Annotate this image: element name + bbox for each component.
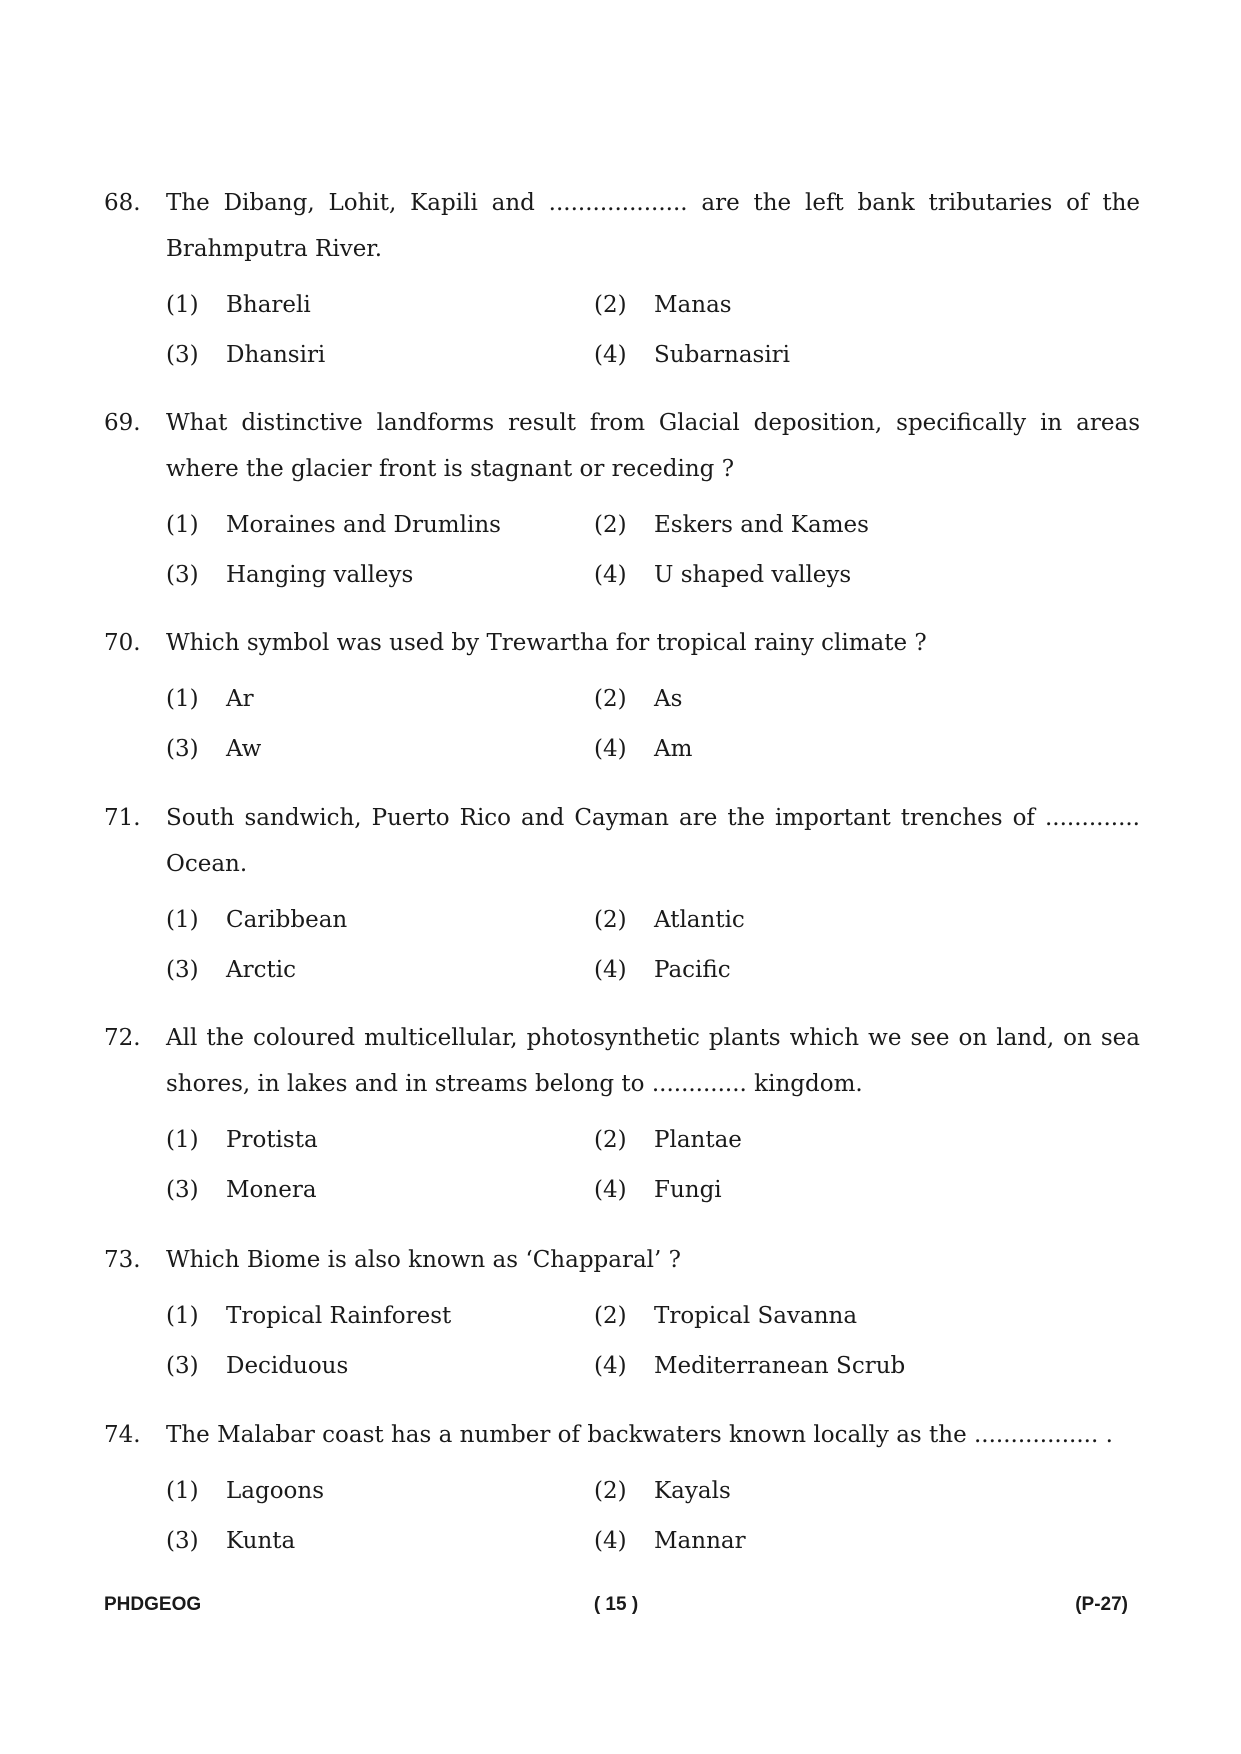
option-number: (4) <box>594 1177 627 1203</box>
question-text: The Dibang, Lohit, Kapili and ................... are the left bank tributaries of the Brahmputra River. <box>166 190 1140 262</box>
option-1 <box>166 1468 594 1514</box>
option-number: (3) <box>166 1528 199 1554</box>
option-text: Manas <box>654 292 732 318</box>
option-text: Bhareli <box>226 292 311 318</box>
question-number: 71. <box>104 805 141 831</box>
option-1 <box>166 1117 594 1163</box>
option-text: Ar <box>226 686 254 712</box>
question-73 <box>104 1237 1140 1389</box>
option-2 <box>594 676 1022 722</box>
option-4 <box>594 726 1022 772</box>
option-text: Tropical Rainforest <box>226 1303 452 1329</box>
option-number: (3) <box>166 1353 199 1379</box>
option-text: U shaped valleys <box>654 562 852 588</box>
question-text: All the coloured multicellular, photosynthetic plants which we see on land, on sea shores, in lakes and in streams belong to ............. kingdom. <box>166 1025 1140 1097</box>
option-1 <box>166 1293 594 1339</box>
question-text: South sandwich, Puerto Rico and Cayman are the important trenches of ............. Ocean. <box>166 805 1140 877</box>
option-number: (3) <box>166 1177 199 1203</box>
option-4 <box>594 947 1022 993</box>
option-4 <box>594 1518 1022 1564</box>
option-number: (2) <box>594 1303 627 1329</box>
option-2 <box>594 1293 1022 1339</box>
options-grid <box>166 1468 1140 1564</box>
options-grid <box>166 1293 1140 1389</box>
option-number: (1) <box>166 1127 199 1153</box>
option-text: Tropical Savanna <box>654 1303 858 1329</box>
option-3 <box>166 1518 594 1564</box>
option-4 <box>594 1343 1022 1389</box>
option-number: (2) <box>594 907 627 933</box>
question-number: 68. <box>104 190 141 216</box>
options-grid <box>166 502 1140 598</box>
option-text: As <box>654 686 683 712</box>
option-1 <box>166 282 594 328</box>
option-text: Mannar <box>654 1528 746 1554</box>
option-number: (4) <box>594 957 627 983</box>
option-text: Kayals <box>654 1478 731 1504</box>
option-number: (2) <box>594 1478 627 1504</box>
option-text: Mediterranean Scrub <box>654 1353 906 1379</box>
question-71 <box>104 795 1140 993</box>
option-number: (3) <box>166 342 199 368</box>
option-number: (2) <box>594 292 627 318</box>
option-3 <box>166 332 594 378</box>
option-text: Arctic <box>226 957 296 983</box>
option-text: Pacific <box>654 957 731 983</box>
option-1 <box>166 676 594 722</box>
option-number: (2) <box>594 1127 627 1153</box>
option-number: (1) <box>166 512 199 538</box>
option-number: (3) <box>166 957 199 983</box>
option-3 <box>166 552 594 598</box>
question-text: What distinctive landforms result from Glacial deposition, specifically in areas where the glacier front is stagnant or receding ? <box>166 410 1140 482</box>
option-text: Hanging valleys <box>226 562 414 588</box>
option-text: Protista <box>226 1127 318 1153</box>
question-74 <box>104 1412 1140 1564</box>
option-1 <box>166 502 594 548</box>
option-text: Subarnasiri <box>654 342 791 368</box>
option-text: Dhansiri <box>226 342 326 368</box>
option-text: Eskers and Kames <box>654 512 869 538</box>
option-number: (1) <box>166 1478 199 1504</box>
question-number: 69. <box>104 410 141 436</box>
page-footer <box>104 1594 1128 1628</box>
question-number: 70. <box>104 630 141 656</box>
option-text: Lagoons <box>226 1478 325 1504</box>
option-4 <box>594 332 1022 378</box>
set-code: (P-27) <box>1075 1594 1128 1615</box>
page-number: ( 15 ) <box>593 1594 639 1615</box>
option-2 <box>594 502 1022 548</box>
option-number: (1) <box>166 686 199 712</box>
option-text: Fungi <box>654 1177 722 1203</box>
option-text: Plantae <box>654 1127 742 1153</box>
option-2 <box>594 282 1022 328</box>
options-grid <box>166 676 1140 772</box>
option-number: (1) <box>166 907 199 933</box>
question-number: 74. <box>104 1422 141 1448</box>
question-number: 73. <box>104 1247 141 1273</box>
option-number: (2) <box>594 512 627 538</box>
options-grid <box>166 897 1140 993</box>
option-text: Aw <box>226 736 262 762</box>
options-grid <box>166 282 1140 378</box>
option-number: (2) <box>594 686 627 712</box>
option-text: Atlantic <box>654 907 745 933</box>
option-2 <box>594 897 1022 943</box>
option-3 <box>166 1343 594 1389</box>
question-text: Which symbol was used by Trewartha for tropical rainy climate ? <box>166 630 927 656</box>
option-text: Deciduous <box>226 1353 349 1379</box>
option-number: (1) <box>166 1303 199 1329</box>
option-number: (4) <box>594 1528 627 1554</box>
option-4 <box>594 552 1022 598</box>
option-number: (4) <box>594 1353 627 1379</box>
option-3 <box>166 947 594 993</box>
question-70 <box>104 620 1140 772</box>
option-number: (4) <box>594 342 627 368</box>
question-text: Which Biome is also known as ‘Chapparal’ ? <box>166 1247 681 1273</box>
option-number: (4) <box>594 736 627 762</box>
question-number: 72. <box>104 1025 141 1051</box>
question-68 <box>104 180 1140 378</box>
option-text: Monera <box>226 1177 317 1203</box>
option-text: Moraines and Drumlins <box>226 512 501 538</box>
option-number: (4) <box>594 562 627 588</box>
option-3 <box>166 1167 594 1213</box>
options-grid <box>166 1117 1140 1213</box>
option-text: Caribbean <box>226 907 348 933</box>
option-2 <box>594 1117 1022 1163</box>
option-number: (3) <box>166 736 199 762</box>
question-text: The Malabar coast has a number of backwaters known locally as the ................. . <box>166 1422 1113 1448</box>
option-number: (1) <box>166 292 199 318</box>
option-3 <box>166 726 594 772</box>
option-1 <box>166 897 594 943</box>
question-72 <box>104 1015 1140 1213</box>
question-69 <box>104 400 1140 598</box>
option-4 <box>594 1167 1022 1213</box>
option-number: (3) <box>166 562 199 588</box>
paper-code: PHDGEOG <box>104 1594 202 1615</box>
option-2 <box>594 1468 1022 1514</box>
option-text: Am <box>654 736 693 762</box>
option-text: Kunta <box>226 1528 296 1554</box>
